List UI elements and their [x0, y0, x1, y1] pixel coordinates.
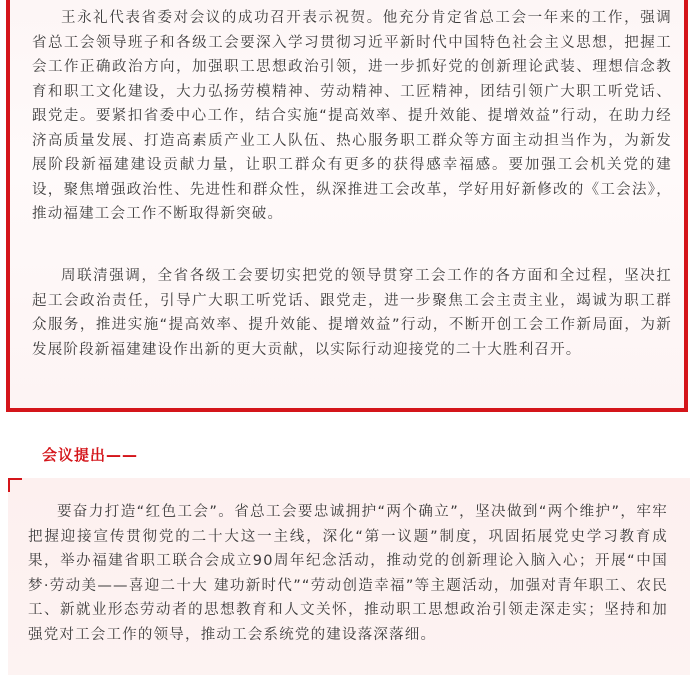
top-content-box: [6, 0, 688, 412]
corner-bracket-icon: [8, 478, 22, 492]
bottom-paragraph-1: 要奋力打造“红色工会”。省总工会要忠诚拥护“两个确立”，坚决做到“两个维护”，牢牢把握迎接宣传贯彻党的二十大这一主线，深化“第一议题”制度，巩固拓展党史学习教育成果，举办福建省职工联合会成立90周年纪念活动，推动党的创新理论入脑入心；开展“中国梦·劳动美——喜迎二十大 建功新时代”“劳动创造幸福”等主题活动，加强对青年职工、农民工、新就业形态劳动者的思想教育和人文关怀，推动职工思想政治引领走深走实；坚持和加强党对工会工作的领导，推动工会系统党的建设落深落细。: [28, 504, 668, 643]
top-paragraph-1: 王永礼代表省委对会议的成功召开表示祝贺。他充分肯定省总工会一年来的工作，强调省总工会领导班子和各级工会要深入学习贯彻习近平新时代中国特色社会主义思想，把握工会工作正确政治方向，加强职工思想政治引领，进一步抓好党的创新理论武装、理想信念教育和职工文化建设，大力弘扬劳模精神、劳动精神、工匠精神，团结引领广大职工听党话、跟党走。要紧扣省委中心工作，结合实施“提高效率、提升效能、提增效益”行动，在助力经济高质量发展、打造高素质产业工人队伍、热心服务职工群众等方面主动担当作为，为新发展阶段新福建建设贡献力量，让职工群众有更多的获得感幸福感。要加强工会机关党的建设，聚焦增强政治性、先进性和群众性，纵深推进工会改革，学好用好新修改的《工会法》，推动福建工会工作不断取得新突破。: [32, 10, 672, 222]
section-heading: 会议提出——: [42, 446, 139, 464]
top-paragraph-2: 周联清强调，全省各级工会要切实把党的领导贯穿工会工作的各方面和全过程，坚决扛起工会政治责任，引导广大职工听党话、跟党走，进一步聚焦工会主责主业，竭诚为职工群众服务，推进实施“提高效率、提升效能、提增效益”行动，不断开创工会工作新局面，为新发展阶段新福建建设作出新的更大贡献，以实际行动迎接党的二十大胜利召开。: [32, 268, 672, 358]
bottom-content-box: [8, 478, 690, 675]
